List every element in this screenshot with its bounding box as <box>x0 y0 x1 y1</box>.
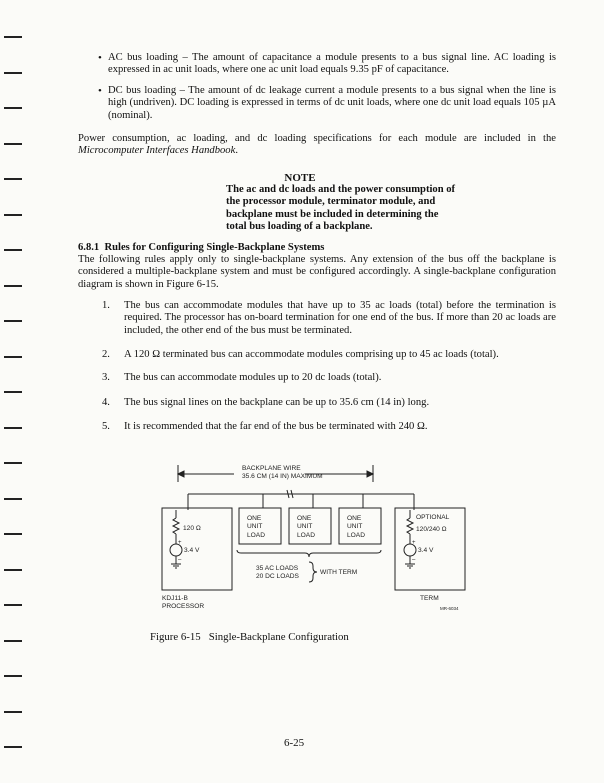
rule-number: 4. <box>102 397 110 408</box>
margin-tick <box>4 320 22 322</box>
section-intro: The following rules apply only to single-backplane systems. Any extension of the bus off the backplane is considered a multiple-backplane system and must be configured accordingly. A single-backplane configuration diagram is shown in Figure 6-15. <box>78 254 556 290</box>
note-title: NOTE <box>284 172 316 184</box>
margin-tick <box>4 498 22 500</box>
rule-text: A 120 Ω terminated bus can accommodate modules comprising up to 45 ac loads (total). <box>124 349 499 360</box>
rule-number: 1. <box>102 300 110 311</box>
rule-number: 5. <box>102 421 110 432</box>
left-resistor-label: 120 Ω <box>183 525 201 532</box>
margin-tick <box>4 391 22 393</box>
rule-text: The bus signal lines on the backplane can be up to 35.6 cm (14 in) long. <box>124 397 430 408</box>
margin-tick <box>4 640 22 642</box>
unit-load-3-line2: UNIT <box>347 523 363 530</box>
minus-sign: – <box>178 557 182 563</box>
with-term-label: WITH TERM <box>320 569 358 576</box>
wire-label-line1: BACKPLANE WIRE <box>242 465 301 472</box>
figure-caption: Figure 6-15 Single-Backplane Configuration <box>150 631 349 643</box>
rule-text: The bus can accommodate modules that have up to 35 ac loads (total) before the termination is required. The processor has on-board termination for one end of the bus. If more than 20 ac loads are included, the other end of the bus must be terminated. <box>124 300 556 336</box>
note-body: The ac and dc loads and the power consumption of the processor module, terminator module, and backplane must be included in determining the total bus loading of a backplane. <box>226 184 456 233</box>
unit-load-2-line2: UNIT <box>297 523 313 530</box>
margin-ticks <box>0 0 30 783</box>
processor-label-line1: KDJ11-B <box>162 595 188 602</box>
margin-tick <box>4 711 22 713</box>
unit-load-3-line1: ONE <box>347 515 362 522</box>
ac-loads-label: 35 AC LOADS <box>256 565 299 572</box>
margin-tick <box>4 746 22 748</box>
margin-tick <box>4 178 22 180</box>
term-label: TERM <box>420 595 439 602</box>
unit-load-1-line2: UNIT <box>247 523 263 530</box>
bullet-dc-loading: DC bus loading – The amount of dc leakage current a module presents to a bus signal when the line is high (undriven). DC loading is expressed in terms of dc unit loads, where one dc unit load equals 105 µA (nominal). <box>108 85 556 121</box>
wire-label-line2: 35.6 CM (14 IN) MAXIMUM <box>242 473 323 480</box>
processor-label-line2: PROCESSOR <box>162 603 205 610</box>
bullet-marker: • <box>98 85 102 97</box>
right-voltage-label: 3.4 V <box>418 547 434 554</box>
minus-sign: – <box>412 557 416 563</box>
margin-tick <box>4 214 22 216</box>
optional-label: OPTIONAL <box>416 514 450 521</box>
plus-sign: + <box>178 540 182 546</box>
margin-tick <box>4 604 22 606</box>
unit-load-2-line1: ONE <box>297 515 312 522</box>
figure-ref-code: MR-6034 <box>440 606 459 611</box>
unit-load-1-line3: LOAD <box>247 532 265 539</box>
right-resistor-label: 120/240 Ω <box>416 526 447 533</box>
dc-loads-label: 20 DC LOADS <box>256 573 299 580</box>
margin-tick <box>4 72 22 74</box>
handbook-title: Microcomputer Interfaces Handbook <box>78 145 236 157</box>
power-paragraph: Power consumption, ac loading, and dc loading specifications for each module are included in the Microcomputer Interfaces Handbook. <box>78 133 556 157</box>
unit-load-3-line3: LOAD <box>347 532 365 539</box>
margin-tick <box>4 356 22 358</box>
margin-tick <box>4 143 22 145</box>
bullet-ac-loading: AC bus loading – The amount of capacitance a module presents to a bus signal line. AC loading is expressed in ac unit loads, where one ac unit load equals 9.35 pF of capacitance. <box>108 52 557 76</box>
unit-load-1-line1: ONE <box>247 515 262 522</box>
margin-tick <box>4 285 22 287</box>
margin-tick <box>4 462 22 464</box>
unit-load-2-line3: LOAD <box>297 532 315 539</box>
plus-sign: + <box>412 540 416 546</box>
bullet-marker: • <box>98 52 102 64</box>
margin-tick <box>4 427 22 429</box>
rule-number: 2. <box>102 349 110 360</box>
margin-tick <box>4 107 22 109</box>
section-heading: 6.8.1 Rules for Configuring Single-Backplane Systems <box>78 242 325 253</box>
page-number: 6-25 <box>284 737 305 749</box>
rule-number: 3. <box>102 372 110 383</box>
rule-text: It is recommended that the far end of the bus be terminated with 240 Ω. <box>124 421 428 432</box>
rule-text: The bus can accommodate modules up to 20 dc loads (total). <box>124 372 382 383</box>
margin-tick <box>4 675 22 677</box>
margin-tick <box>4 569 22 571</box>
single-backplane-diagram <box>150 460 480 630</box>
margin-tick <box>4 36 22 38</box>
left-voltage-label: 3.4 V <box>184 547 200 554</box>
margin-tick <box>4 249 22 251</box>
margin-tick <box>4 533 22 535</box>
